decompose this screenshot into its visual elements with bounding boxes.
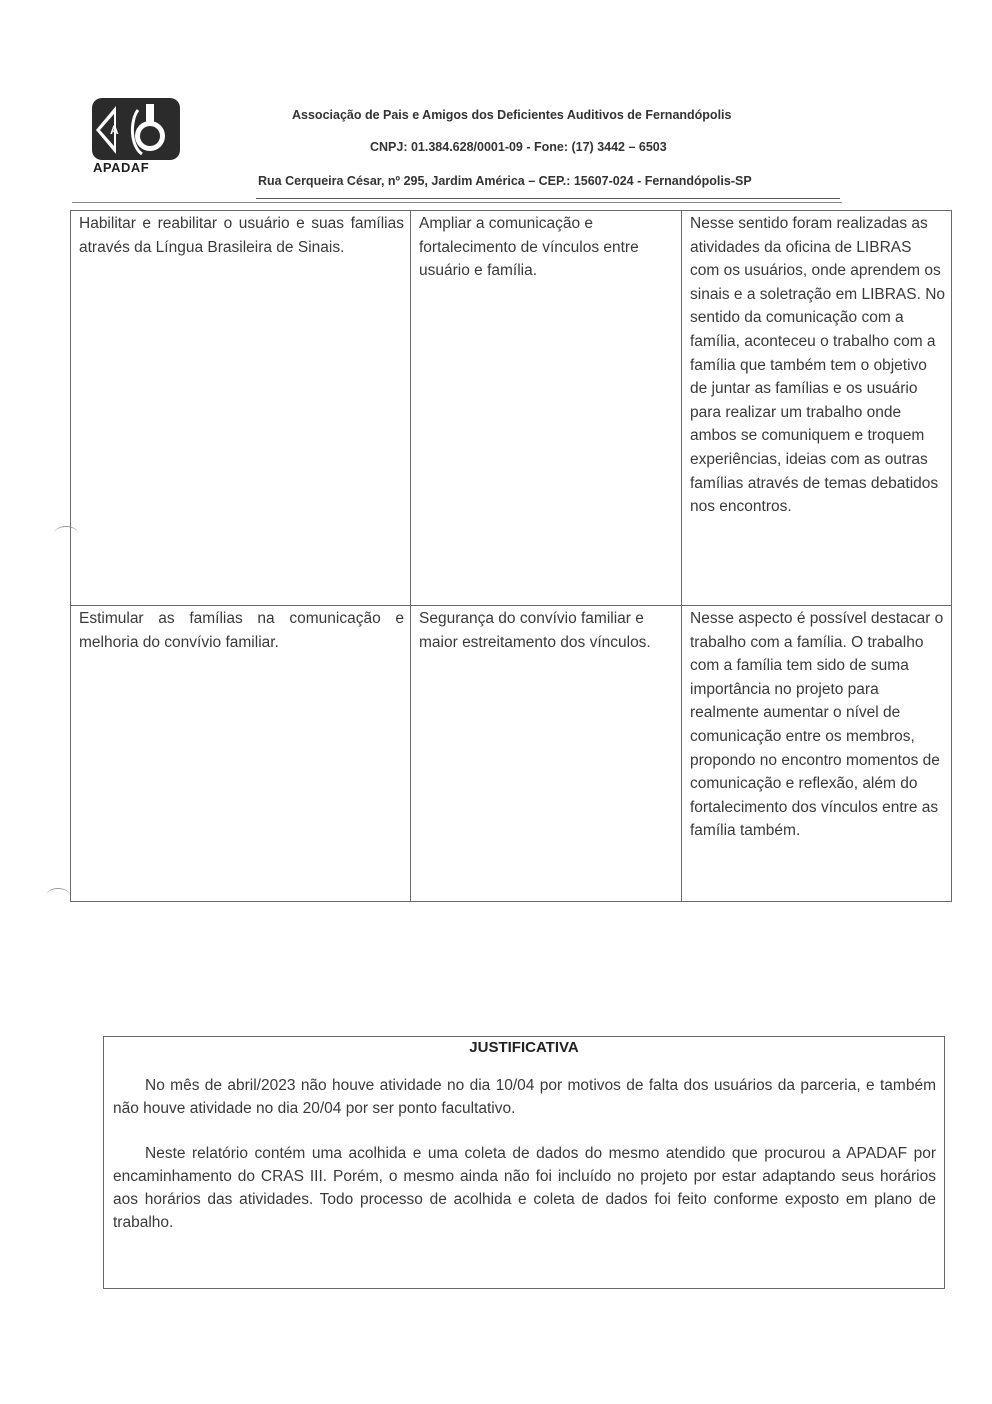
justification-title: JUSTIFICATIVA: [469, 1039, 579, 1056]
description-text: Nesse sentido foram realizadas as atividades da oficina de LIBRAS com os usuários, onde aprendem os sinais e a soletração em LIBRAS. No sentido da comunicação com a família, aconteceu o trabalho com a família que também tem o objetivo de juntar as famílias e os usuário para realizar um trabalho onde ambos se comuniquem e troquem experiências, ideias com as outras famílias através de temas debatidos nos encontros.: [690, 215, 946, 516]
result-text: Segurança do convívio familiar e maior estreitamento dos vínculos.: [419, 610, 651, 651]
activities-table: [70, 210, 952, 902]
table-row: [71, 211, 952, 606]
objective-text: Estimular as famílias na comunicação e melhoria do convívio familiar.: [79, 610, 404, 651]
result-cell: [411, 211, 682, 606]
cnpj-phone: CNPJ: 01.384.628/0001-09 - Fone: (17) 3442 – 6503: [370, 140, 667, 154]
description-cell: [682, 211, 952, 606]
description-text: Nesse aspecto é possível destacar o trabalho com a família. O trabalho com a família tem sido de suma importância no projeto para realmente aumentar o nível de comunicação entre os membros, propondo no encontro momentos de comunicação e reflexão, além do fortalecimento dos vínculos entre as família também.: [690, 610, 944, 840]
logo-text: APADAF: [93, 160, 150, 175]
justification-paragraph: Neste relatório contém uma acolhida e uma coleta de dados do mesmo atendido que procurou a APADAF por encaminhamento do CRAS III. Porém, o mesmo ainda não foi incluído no projeto por estar adaptando seus horários aos horários das atividades. Todo processo de acolhida e coleta de dados foi feito conforme exposto em plano de trabalho.: [113, 1145, 936, 1231]
justification-box: [103, 1036, 945, 1289]
header-divider: [256, 198, 840, 199]
description-cell: [682, 606, 952, 902]
objective-text: Habilitar e reabilitar o usuário e suas famílias através da Língua Brasileira de Sinais.: [79, 215, 404, 256]
justification-paragraph: No mês de abril/2023 não houve atividade no dia 10/04 por motivos de falta dos usuários da parceria, e também não houve atividade no dia 20/04 por ser ponto facultativo.: [113, 1077, 936, 1117]
result-text: Ampliar a comunicação e fortalecimento de vínculos entre usuário e família.: [419, 215, 639, 280]
objective-cell: [71, 606, 411, 902]
objective-cell: [71, 211, 411, 606]
scan-mark: [46, 888, 70, 903]
result-cell: [411, 606, 682, 902]
header-divider-secondary: [72, 202, 842, 203]
table-row: [71, 606, 952, 902]
organization-name: Associação de Pais e Amigos dos Deficientes Auditivos de Fernandópolis: [292, 108, 732, 122]
address: Rua Cerqueira César, nº 295, Jardim América – CEP.: 15607-024 - Fernandópolis-SP: [258, 174, 752, 188]
svg-text:A: A: [110, 123, 119, 137]
